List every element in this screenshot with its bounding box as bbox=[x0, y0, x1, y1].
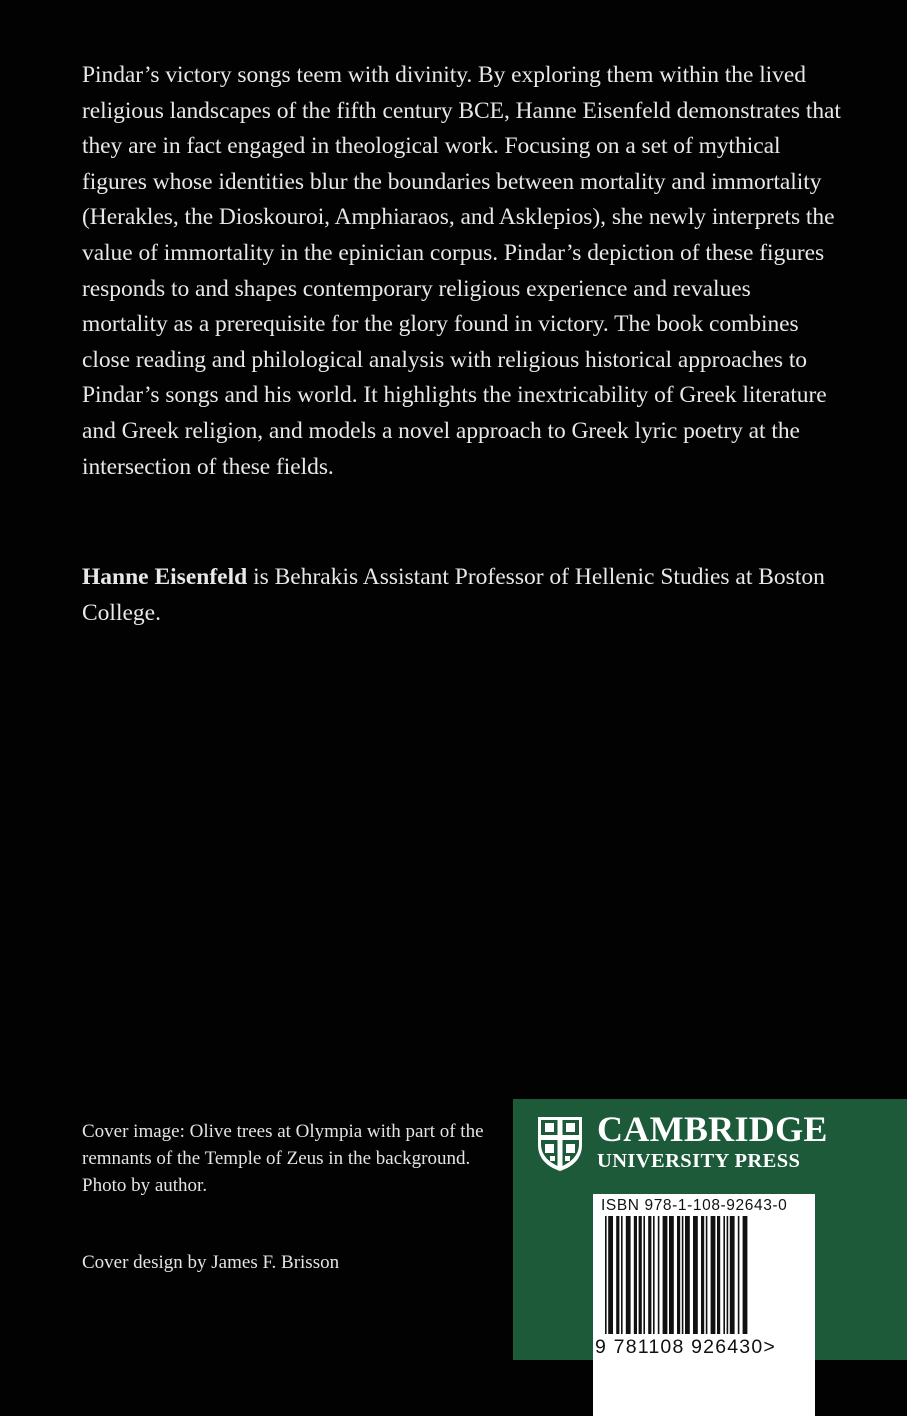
barcode-end-mark: > bbox=[763, 1336, 776, 1358]
blurb-text: Pindar’s victory songs teem with divinity. By exploring them within the lived religious landscapes of the fifth century BCE, Hanne Eisenfeld demonstrates that they are in fact engaged in theological work. Focusing on a set of mythical figures whose identities blur the boundaries between mortality and immortality (Herakles, the Dioskouroi, Amphiaraos, and Asklepios), she newly interprets the value of immortality in the epinician corpus. Pindar’s depiction of these figures responds to and shapes contemporary religious experience and revalues mortality as a prerequisite for the glory found in victory. The book combines close reading and philological analysis with religious historical approaches to Pindar’s songs and his world. It highlights the inextricability of Greek literature and Greek religion, and models a novel approach to Greek lyric poetry at the intersection of these fields. bbox=[82, 62, 841, 480]
barcode-number: 9 781108 926430 bbox=[595, 1336, 764, 1358]
barcode-bars bbox=[593, 1216, 815, 1341]
cambridge-shield-icon bbox=[536, 1115, 584, 1173]
author-bio-text: is Behrakis Assistant Professor of Hellenic Studies at Boston College. bbox=[82, 564, 825, 626]
isbn-label: ISBN 978-1-108-92643-0 bbox=[601, 1197, 788, 1214]
author-name: Hanne Eisenfeld bbox=[82, 564, 248, 590]
publisher-panel bbox=[513, 1099, 907, 1360]
cover-image-credit: Cover image: Olive trees at Olympia with part of the remnants of the Temple of Zeus in the background. Photo by author. bbox=[82, 1121, 484, 1196]
isbn-barcode bbox=[593, 1194, 815, 1416]
publisher-press: UNIVERSITY PRESS bbox=[597, 1150, 801, 1172]
publisher-name: CAMBRIDGE bbox=[597, 1109, 828, 1149]
cover-design-credit: Cover design by James F. Brisson bbox=[82, 1252, 340, 1273]
author-bio bbox=[82, 560, 842, 631]
barcode-digits bbox=[595, 1336, 815, 1359]
